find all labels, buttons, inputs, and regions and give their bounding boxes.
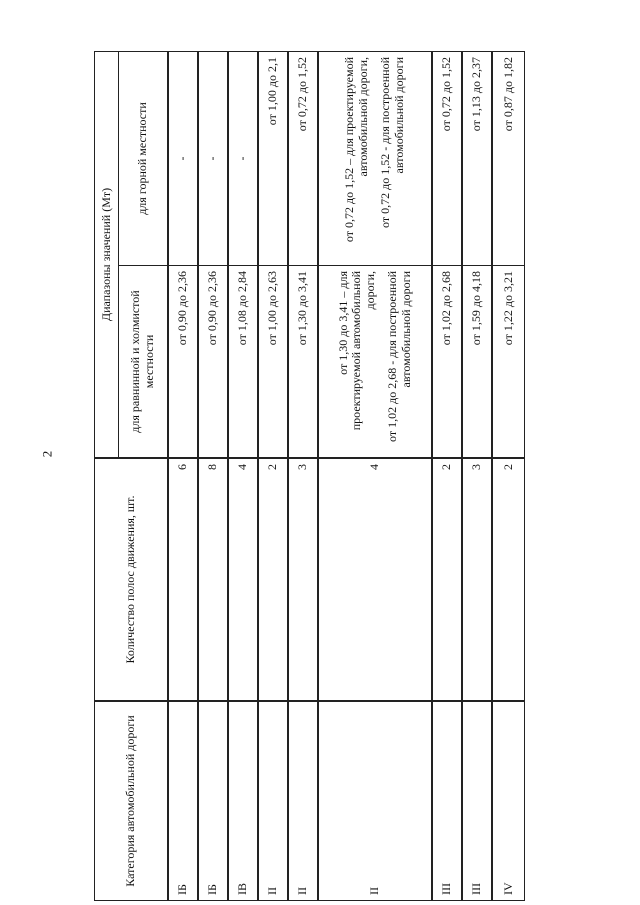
row-9-lanes: 2 <box>492 458 525 701</box>
row-3-category: IВ <box>228 701 258 901</box>
row-6-lanes: 4 <box>318 458 432 701</box>
row-6-category: II <box>318 701 432 901</box>
row-6-plain-designed: от 1,30 до 3,41 – для проектируемой автомобильной дороги, <box>335 271 378 431</box>
table-container <box>95 50 525 900</box>
header-lanes: Количество полос движения, шт. <box>94 458 168 701</box>
row-1-lanes: 6 <box>168 458 198 701</box>
ranges-table <box>95 50 525 900</box>
row-9-mountain: от 0,87 до 1,82 <box>492 51 525 266</box>
row-6-mountain-designed: от 0,72 до 1,52 – для проектируемой автомобильной дороги, <box>342 57 371 243</box>
row-2-lanes: 8 <box>198 458 228 701</box>
row-4-mountain: от 1,00 до 2,1 <box>258 51 288 266</box>
row-1-plain: от 0,90 до 2,36 <box>168 265 198 458</box>
header-mountain: для горной местности <box>118 51 168 266</box>
row-3-lanes: 4 <box>228 458 258 701</box>
row-7-category: III <box>432 701 462 901</box>
row-6-plain <box>318 265 432 458</box>
row-5-plain: от 1,30 до 3,41 <box>288 265 318 458</box>
header-category: Категория автомобильной дороги <box>94 701 168 901</box>
page-number: 2 <box>39 450 55 458</box>
row-4-lanes: 2 <box>258 458 288 701</box>
row-6-plain-built: от 1,02 до 2,68 - для построенной автомобильной дороги <box>384 271 413 442</box>
row-7-mountain: от 0,72 до 1,52 <box>432 51 462 266</box>
row-6-mountain-built: от 0,72 до 1,52 - для построенной автомобильной дороги <box>378 57 406 228</box>
row-8-category: III <box>462 701 492 901</box>
row-1-mountain: - <box>168 51 198 266</box>
row-2-mountain: - <box>198 51 228 266</box>
row-4-category: II <box>258 701 288 901</box>
row-7-plain: от 1,02 до 2,68 <box>432 265 462 458</box>
header-ranges: Диапазоны значений (Мт) <box>94 51 119 458</box>
row-9-category: IV <box>492 701 525 901</box>
row-5-lanes: 3 <box>288 458 318 701</box>
row-9-plain: от 1,22 до 3,21 <box>492 265 525 458</box>
row-4-plain: от 1,00 до 2,63 <box>258 265 288 458</box>
row-2-plain: от 0,90 до 2,36 <box>198 265 228 458</box>
row-3-plain: от 1,08 до 2,84 <box>228 265 258 458</box>
row-8-lanes: 3 <box>462 458 492 701</box>
row-5-mountain: от 0,72 до 1,52 <box>288 51 318 266</box>
row-7-lanes: 2 <box>432 458 462 701</box>
row-1-category: IБ <box>168 701 198 901</box>
row-8-plain: от 1,59 до 4,18 <box>462 265 492 458</box>
row-5-category: II <box>288 701 318 901</box>
row-8-mountain: от 1,13 до 2,37 <box>462 51 492 266</box>
header-plain: для равнинной и холмистой местности <box>118 265 168 458</box>
row-2-category: IБ <box>198 701 228 901</box>
row-3-mountain: - <box>228 51 258 266</box>
row-6-mountain <box>318 51 432 266</box>
